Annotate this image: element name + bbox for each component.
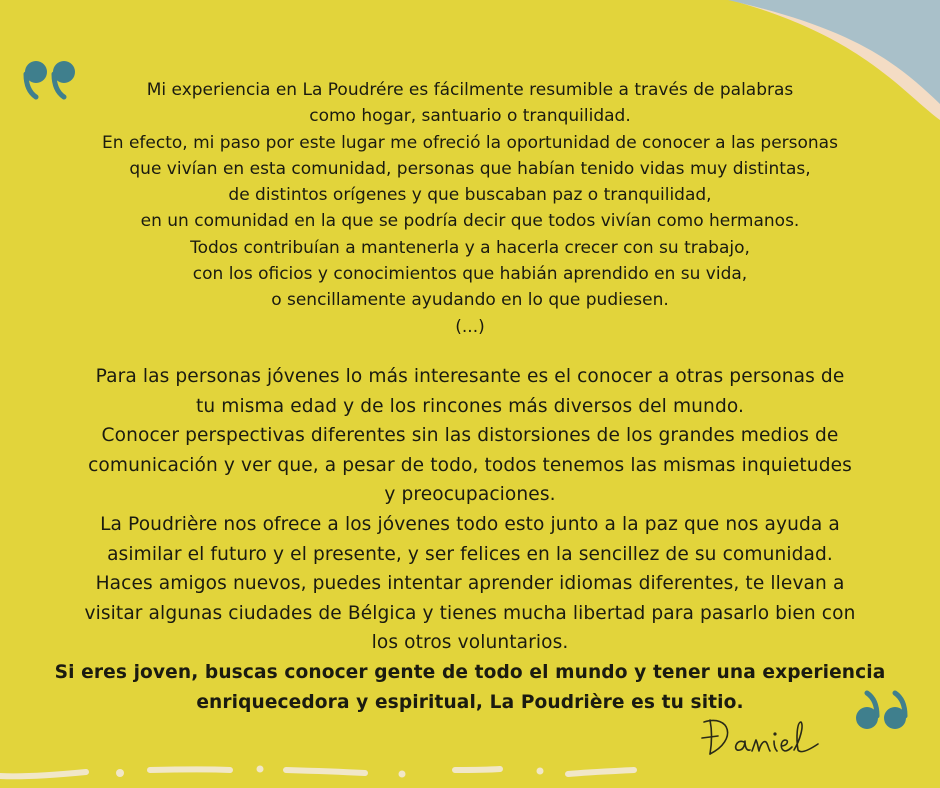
testimonial-body — [30, 362, 910, 717]
text-line: En efecto, mi paso por este lugar me ofreció la oportunidad de conocer a las personas — [102, 132, 838, 153]
text-line: como hogar, santuario o tranquilidad. — [309, 106, 631, 127]
text-line: de distintos orígenes y que buscaban paz o tranquilidad, — [228, 185, 712, 206]
text-line: que vivían en esta comunidad, personas que habían tenido vidas muy distintas, — [129, 158, 811, 179]
text-line: Todos contribuían a mantenerla y a hacerla crecer con su trabajo, — [190, 237, 750, 258]
bottom-dash-decoration — [0, 728, 940, 788]
text-line: Haces amigos nuevos, puedes intentar aprender idiomas diferentes, te llevan a — [95, 573, 845, 595]
text-line: con los oficios y conocimientos que habián aprendido en su vida, — [192, 264, 748, 285]
text-line: asimilar el futuro y el presente, y ser felices en la sencillez de su comunidad. — [107, 543, 833, 565]
text-line: y preocupaciones. — [384, 484, 556, 506]
closing-line: enriquecedora y espiritual, La Poudrière es tu sitio. — [196, 691, 744, 713]
text-line: La Poudrière nos ofrece a los jóvenes todo esto junto a la paz que nos ayuda a — [100, 513, 840, 535]
text-line: Conocer perspectivas diferentes sin las distorsiones de los grandes medios de — [101, 425, 839, 447]
testimonial-intro — [30, 77, 910, 340]
text-line: los otros voluntarios. — [371, 632, 569, 654]
closing-line: Si eres joven, buscas conocer gente de todo el mundo y tener una experiencia — [54, 661, 886, 683]
text-line: o sencillamente ayudando en lo que pudiesen. — [271, 290, 669, 311]
text-line: Para las personas jóvenes lo más interesante es el conocer a otras personas de — [95, 366, 845, 387]
text-line: visitar algunas ciudades de Bélgica y tienes mucha libertad para pasarlo bien con — [84, 602, 856, 624]
text-line: comunicación y ver que, a pesar de todo, todos tenemos las mismas inquietudes — [88, 454, 852, 476]
text-line: Mi experiencia en La Poudrére es fácilmente resumible a través de palabras — [146, 80, 794, 100]
text-line: en un comunidad en la que se podría decir que todos vivían como hermanos. — [140, 211, 800, 232]
ellipsis-line: (...) — [455, 316, 485, 337]
text-line: tu misma edad y de los rincones más diversos del mundo. — [195, 395, 745, 417]
